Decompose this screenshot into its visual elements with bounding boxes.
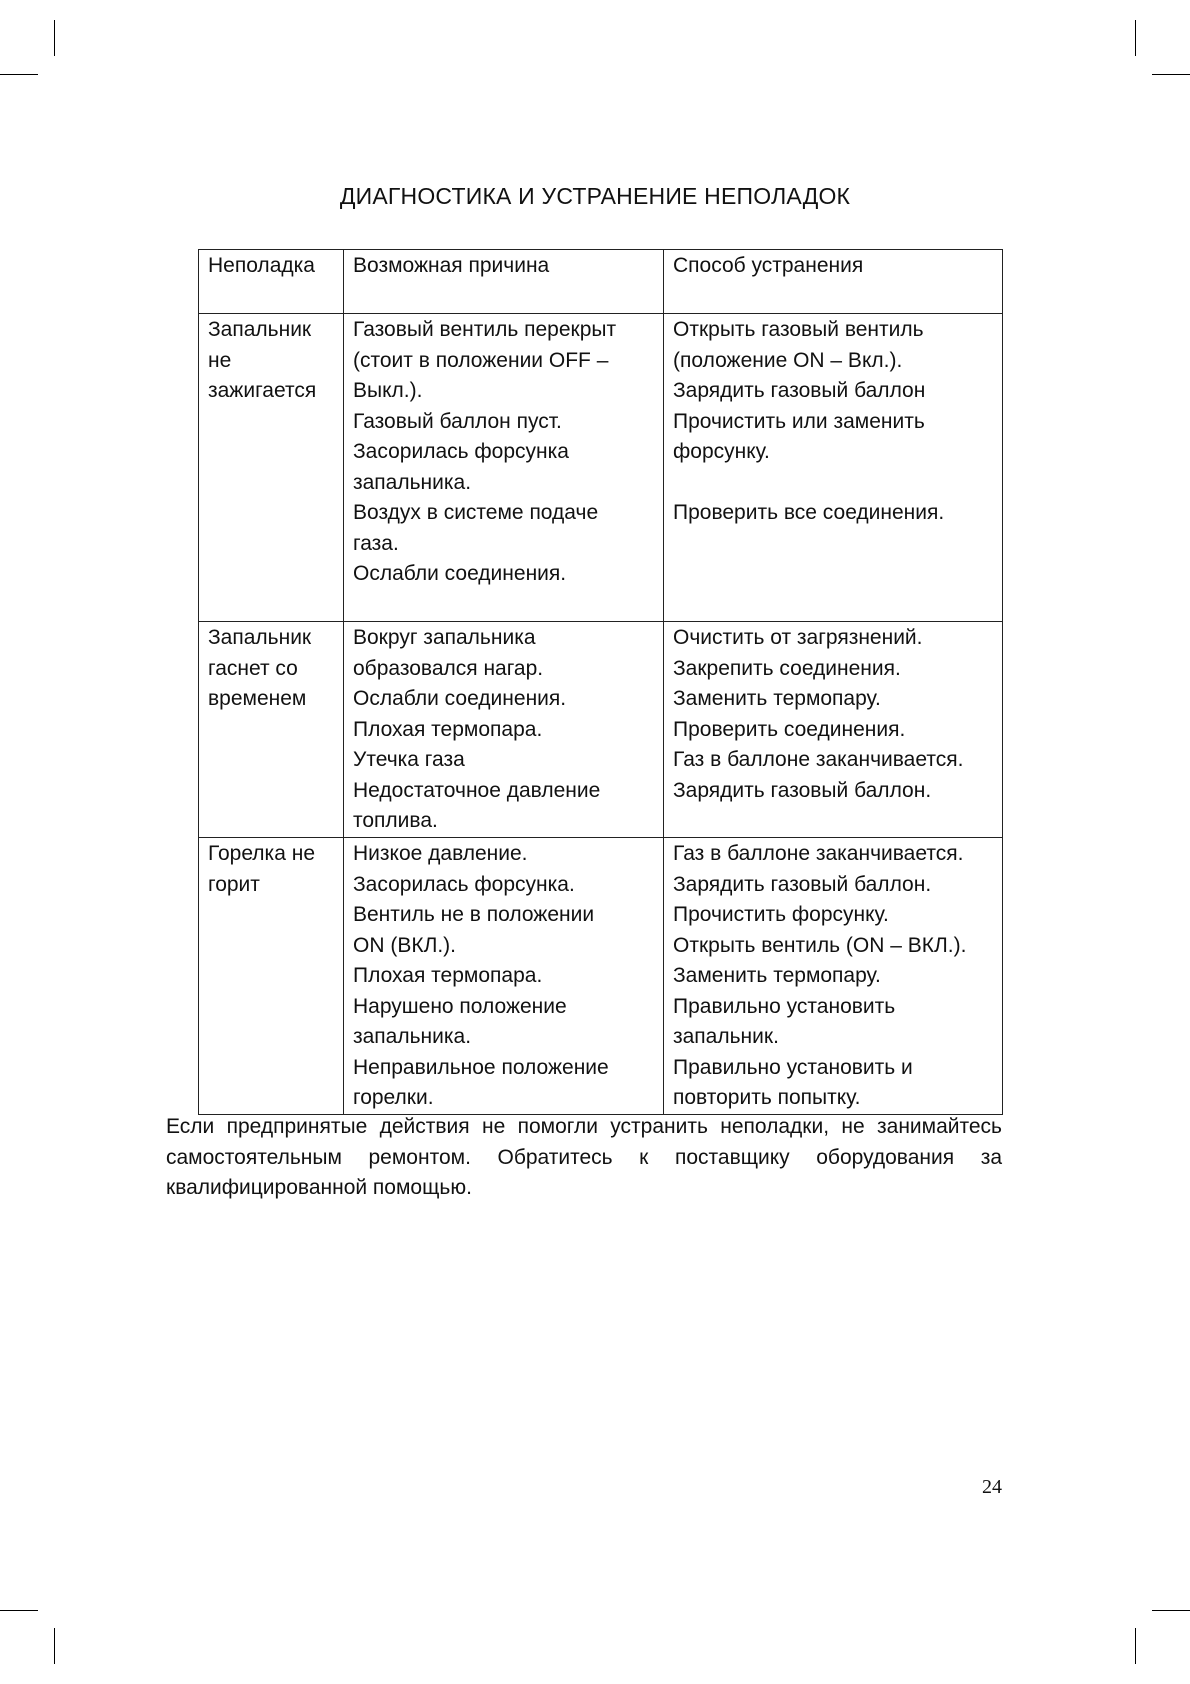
cause-cell <box>344 622 664 838</box>
cause-line: Утечка газа <box>353 748 465 771</box>
cause-line: Ослабли соединения. <box>353 687 567 710</box>
cause-line: запальника. <box>353 1025 472 1048</box>
crop-mark-bottom-left-vertical <box>54 1628 55 1664</box>
crop-mark-bottom-left-horizontal <box>0 1610 38 1611</box>
cause-line: запальника. <box>353 470 472 494</box>
solution-line: запальник. <box>673 1025 779 1048</box>
cause-line: Ослабли соединения. <box>353 562 567 585</box>
cause-line: Засорилась форсунка. <box>353 872 575 896</box>
solution-line: Прочистить форсунку. <box>673 903 889 926</box>
solution-line: Зарядить газовый баллон. <box>673 872 932 896</box>
solution-line: Зарядить газовый баллон <box>673 379 926 402</box>
problem-line: Запальник <box>208 318 312 341</box>
cause-line: Плохая термопара. <box>353 717 543 741</box>
solution-line: Прочистить или заменить <box>673 409 925 433</box>
solution-line: Проверить соединения. <box>673 717 906 741</box>
cause-line: Газовый вентиль перекрыт <box>353 318 617 341</box>
page-title: ДИАГНОСТИКА И УСТРАНЕНИЕ НЕПОЛАДОК <box>339 183 851 209</box>
table-row <box>199 622 1003 838</box>
cause-line: Недостаточное давление <box>353 778 601 802</box>
solution-line: Правильно установить <box>673 994 896 1018</box>
cause-line: Вокруг запальника <box>353 626 536 649</box>
solution-line: Открыть вентиль (ON – ВКЛ.). <box>673 933 967 957</box>
problem-cell <box>199 838 344 1115</box>
solution-line: Заменить термопару. <box>673 687 881 710</box>
solution-line: Газ в баллоне заканчивается. <box>673 748 964 771</box>
cause-line: Нарушено положение <box>353 994 567 1018</box>
table-row <box>199 838 1003 1115</box>
cause-line: Воздух в системе подаче <box>353 501 599 524</box>
blank-line <box>673 468 994 499</box>
problem-line: зажигается <box>208 379 317 402</box>
cause-line: Выкл.). <box>353 379 423 402</box>
solution-cell <box>664 622 1003 838</box>
problem-cell <box>199 622 344 838</box>
column-header-problem: Неполадка <box>199 250 344 314</box>
table-row <box>199 314 1003 622</box>
solution-line: Очистить от загрязнений. <box>673 626 923 649</box>
cause-cell <box>344 314 664 622</box>
solution-line: повторить попытку. <box>673 1086 861 1109</box>
column-header-solution: Способ устранения <box>664 250 1003 314</box>
problem-line: горит <box>208 872 260 896</box>
solution-cell <box>664 314 1003 622</box>
problem-line: не <box>208 348 232 372</box>
crop-mark-top-left-vertical <box>54 20 55 56</box>
cause-line: топлива. <box>353 809 438 832</box>
cause-line: Газовый баллон пуст. <box>353 409 562 433</box>
footer-note: Если предпринятые действия не помогли устранить неполадки, не занимайтесь самостоятельным ремонтом. Обратитесь к поставщику оборудования за квалифицированной помощью. <box>166 1115 1002 1199</box>
problem-line: Горелка не <box>208 842 315 865</box>
solution-line: (положение ON – Вкл.). <box>673 348 903 372</box>
solution-line: Проверить все соединения. <box>673 501 945 524</box>
cause-line: Низкое давление. <box>353 842 528 865</box>
cause-line: газа. <box>353 531 399 555</box>
page-number: 24 <box>982 1476 1002 1498</box>
cause-line: образовался нагар. <box>353 656 544 680</box>
cause-line: Неправильное положение <box>353 1055 609 1079</box>
cause-line: Плохая термопара. <box>353 964 543 987</box>
solution-line: Открыть газовый вентиль <box>673 318 924 341</box>
problem-line: временем <box>208 687 307 710</box>
problem-line: Запальник <box>208 626 312 649</box>
solution-line: Правильно установить и <box>673 1055 913 1079</box>
crop-mark-top-right-vertical <box>1135 20 1136 56</box>
solution-line: Зарядить газовый баллон. <box>673 778 932 802</box>
solution-line: Закрепить соединения. <box>673 656 901 680</box>
cause-line: (стоит в положении OFF – <box>353 348 609 372</box>
crop-mark-top-right-horizontal <box>1152 74 1190 75</box>
cause-cell <box>344 838 664 1115</box>
solution-line: Заменить термопару. <box>673 964 881 987</box>
solution-line: Газ в баллоне заканчивается. <box>673 842 964 865</box>
table-header-row <box>199 250 1003 314</box>
crop-mark-top-left-horizontal <box>0 74 38 75</box>
cause-line: ON (ВКЛ.). <box>353 933 457 957</box>
crop-mark-bottom-right-vertical <box>1135 1628 1136 1664</box>
crop-mark-bottom-right-horizontal <box>1152 1610 1190 1611</box>
problem-cell <box>199 314 344 622</box>
solution-cell <box>664 838 1003 1115</box>
cause-line: горелки. <box>353 1086 434 1109</box>
problem-line: гаснет со <box>208 656 298 680</box>
solution-line: форсунку. <box>673 440 770 463</box>
troubleshooting-table <box>198 249 1003 1115</box>
cause-line: Вентиль не в положении <box>353 903 595 926</box>
column-header-cause: Возможная причина <box>344 250 664 314</box>
cause-line: Засорилась форсунка <box>353 440 569 463</box>
